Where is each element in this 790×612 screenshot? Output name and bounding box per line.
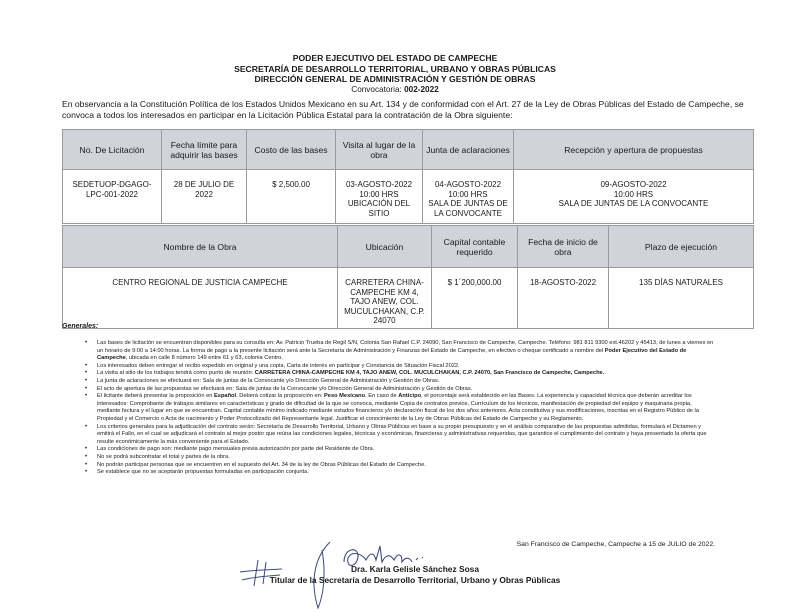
generales-item-text: Peso Mexicano (324, 393, 366, 400)
cell-nombre-obra: CENTRO REGIONAL DE JUSTICIA CAMPECHE (63, 268, 338, 329)
generales-item (85, 363, 715, 371)
generales-item-text: Las bases de licitación se encuentran disponibles para su consulta en: Av. Patricio Trueba de Regil S/N, Colonia San Rafael C.P. 24090, San Francisco de Campeche, Campeche. Teléfono: 981 811 9300 ext.46202 y 45413, de lunes a viernes en un horario de 9:00 a 14:00 horas. La forma de pago a la presente licitación será ante la Secretaría de Administración y Finanzas del Estado de Campeche, en efectivo o cheque certificado a nombre del (97, 340, 714, 354)
generales-item-text: Anticipo (398, 393, 422, 400)
th-nombre-obra: Nombre de la Obra (63, 226, 338, 268)
intro-paragraph: En observancia a la Constitución Política de los Estados Unidos Mexicano en su Art. 134 y de conformidad con el Art. 27 de la Ley de Obras Públicas del Estado de Campeche, se convoca a todos los interesados en participar en la Licitación Pública Estatal para la contratación de la Obra siguiente: (62, 99, 744, 120)
generales-item (85, 370, 715, 378)
licitacion-header-row (63, 130, 754, 170)
convocatoria-number: 002-2022 (404, 84, 439, 94)
generales-item (85, 393, 715, 423)
generales-item-text: Los criterios generales para la adjudicación del contrato serán: Secretaría de Desarrollo Territorial, Urbano y Obras Públicas en base a su propio presupuesto y en el análisis comparativo de las propuestas admitidas, formulará el Dictamen y emitirá el Fallo, en el cual se adjudicará el contrato al mejor postor que reúna las condiciones legales, técnicas y económicas, financieras y administrativas requeridas, que garantice el cumplimiento del contrato y haya presentado la oferta que resulte económicamente la más conveniente para el Estado. (97, 423, 707, 445)
header-line-3: DIRECCIÓN GENERAL DE ADMINISTRACIÓN Y GESTIÓN DE OBRAS (254, 74, 536, 85)
cell-licitacion: SEDETUOP-DGAGO-LPC-001-2022 (63, 170, 162, 224)
licitacion-data-row (63, 170, 754, 224)
generales-item-text: El acto de apertura de las propuestas se efectuará en: Sala de juntas de la Convocante y/o Dirección General de Administración y Gestión de Obras. (97, 385, 473, 392)
generales-item-text: CARRETERA CHINA-CAMPECHE KM 4, TAJO ANEW, COL. MUCULCHAKAN, C.P. 24070, San Francisco de Campeche, Campeche. (254, 370, 605, 377)
obra-data-row (63, 268, 754, 329)
generales-item (85, 469, 715, 477)
generales-title: Generales: (62, 323, 99, 330)
th-ubicacion: Ubicación (338, 226, 432, 268)
generales-item-text: Los interesados deben entregar el recibo expedido en original y una copia, Carta de interés en participar y Constancia de Situación Fiscal 2022. (97, 362, 460, 369)
signatory-name: Dra. Karla Gelisle Sánchez Sosa (350, 564, 479, 574)
convocatoria-label: Convocatoria: (351, 84, 402, 94)
th-plazo: Plazo de ejecución (609, 226, 754, 268)
obra-header-row (63, 226, 754, 268)
th-fecha-inicio: Fecha de inicio de obra (518, 226, 609, 268)
th-fecha-limite: Fecha límite para adquirir las bases (162, 130, 247, 170)
document-header (0, 53, 790, 95)
generales-list (85, 340, 715, 477)
generales-item-text: , ubicada en calle 8 número 149 entre 61 y 63, colonia Centro. (125, 355, 283, 362)
cell-fecha-limite: 28 DE JULIO DE 2022 (162, 170, 247, 224)
generales-item-text: El licitante deberá presentar la proposición en (97, 393, 214, 400)
generales-item-text: . Deberá cotizar la proposición en: (236, 393, 324, 400)
generales-item-text: La junta de aclaraciones se efectuará en: Sala de juntas de la Convocante y/o Dirección General de Administración y Gestión de Obras. (97, 377, 440, 384)
generales-item (85, 446, 715, 454)
generales-item-text: Las condiciones de pago son: mediante pago mensuales previa autorización por parte del Residente de Obra. (97, 446, 375, 453)
cell-junta: 04-AGOSTO-2022 10:00 HRS SALA DE JUNTAS DE LA CONVOCANTE (423, 170, 514, 224)
cell-visita: 03-AGOSTO-2022 10:00 HRS UBICACIÓN DEL SITIO (336, 170, 423, 224)
generales-item (85, 378, 715, 386)
generales-item (85, 424, 715, 447)
signatory-title: Titular de la Secretaría de Desarrollo Territorial, Urbano y Obras Públicas (269, 574, 561, 585)
generales-item (85, 454, 715, 462)
cell-fecha-inicio: 18-AGOSTO-2022 (518, 268, 609, 329)
generales-item-text: Se establece que no se aceptarán propuestas formuladas en participación conjunta. (97, 469, 309, 476)
header-line-2: SECRETARÍA DE DESARROLLO TERRITORIAL, URBANO Y OBRAS PÚBLICAS (234, 63, 556, 74)
generales-item (85, 386, 715, 394)
cell-plazo: 135 DÍAS NATURALES (609, 268, 754, 329)
obra-table (62, 225, 754, 329)
convocatoria-line (0, 85, 790, 96)
date-line: San Francisco de Campeche, Campeche a 15 de JULIO de 2022. (516, 541, 715, 548)
generales-item (85, 340, 715, 363)
th-costo: Costo de las bases (247, 130, 336, 170)
th-licitacion: No. De Licitación (63, 130, 162, 170)
th-recepcion: Recepción y apertura de propuestas (514, 130, 754, 170)
generales-item-text: Español (213, 393, 237, 400)
generales-item (85, 462, 715, 470)
generales-item-text: La visita al sitio de los trabajos tendrá como punto de reunión: (97, 370, 255, 377)
generales-item-text: No podrán participar personas que se encuentren en el supuesto del Art. 34 de la ley de Obras Públicas del Estado de Campeche. (97, 461, 426, 468)
cell-capital: $ 1´200,000.00 (432, 268, 518, 329)
generales-item-text: No se podrá subcontratar el total y partes de la obra. (97, 453, 230, 460)
licitacion-table (62, 129, 754, 224)
th-capital: Capital contable requerido (432, 226, 518, 268)
signature-block (250, 564, 580, 585)
cell-ubicacion: CARRETERA CHINA-CAMPECHE KM 4, TAJO ANEW, COL. MUCULCHAKAN, C.P. 24070 (338, 268, 432, 329)
th-visita: Visita al lugar de la obra (336, 130, 423, 170)
generales-item-text: . En caso de (365, 393, 399, 400)
cell-costo: $ 2,500.00 (247, 170, 336, 224)
generales-item-text: , el porcentaje será establecido en las Bases. La experiencia y capacidad técnica que deberán acreditar los interesados: Comprobante de trabajos similares en características y grado de dificultad de la que se convoca, mediante Copia de contratos previos, Currículum de los técnicos, manifestación de propiedad del equipo y maquinaria propia, mediante factura y el lugar en que se encuentran. Capital contable mínimo indicado mediante estados financieros y/o declaración fiscal de los dos años anteriores. Acta constitutiva y sus modificaciones, inscritas en el Registro Público de la Propiedad y el Comercio o Acta de nacimiento y Poder Protocolizado del Representante legal. Justificar el conocimiento de la Ley de Obras Públicas del Estado de Campeche y su Reglamento. (97, 393, 699, 422)
cell-recepcion: 09-AGOSTO-2022 10:00 HRS SALA DE JUNTAS DE LA CONVOCANTE (514, 170, 754, 224)
header-line-1: PODER EJECUTIVO DEL ESTADO DE CAMPECHE (292, 53, 498, 63)
generales-item-text: Poder Ejecutivo del Estado de Campeche (97, 347, 687, 362)
th-junta: Junta de aclaraciones (423, 130, 514, 170)
